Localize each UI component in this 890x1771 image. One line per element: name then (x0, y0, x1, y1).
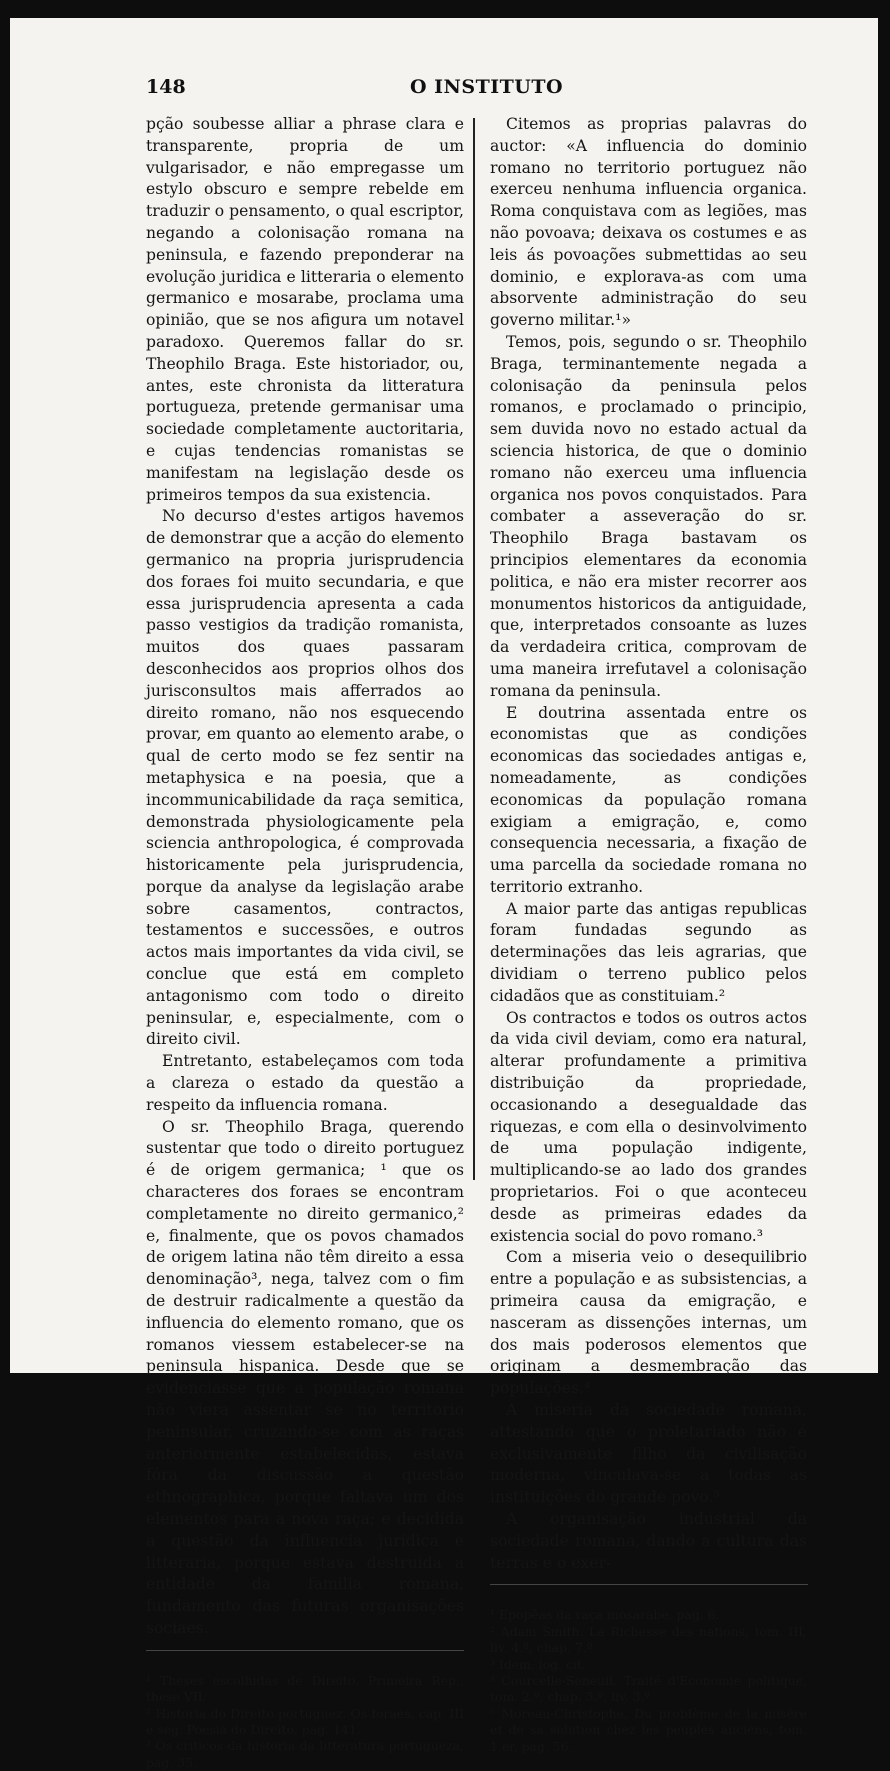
footnote: ³ Idem, log. cit. (490, 1656, 586, 1672)
paragraph: Temos, pois, segundo o sr. Theophilo Braga, terminantemente negada a colonisação da peninsula pelos romanos, e proclamado o principio, sem duvida novo no estado actual da sciencia historica, de que o dominio romano não exerceu uma influencia organica nos povos conquistados. Para combater a asseveração do sr. Theophilo Braga bastavam os principios elementares da economia politica, e não era mister recorrer aos monumentos historicos da antiguidade, que, interpretados consoante as luzes da verdadeira critica, comprovam de uma maneira irrefutavel a colonisação romana da peninsula. (490, 332, 807, 700)
running-title: O INSTITUTO (410, 76, 564, 98)
footnote: ² Adam Smith. La Richesse des nations, tom. III, liv. 4.º, chap. 7.º (490, 1623, 807, 1656)
paragraph: Entretanto, estabeleçamos com toda a clareza o estado da questão a respeito da influencia romana. (146, 1052, 464, 1114)
footnote: ² Historia do Direito portuguez. Os foraes, cap. III e seg. Poesia do Direito, pag. 141. (146, 1705, 464, 1737)
paragraph: pção soubesse alliar a phrase clara e transparente, propria de um vulgarisador, e não empregasse um estylo obscuro e sempre rebelde em traduzir o pensamento, o qual escriptor, negando a colonisação romana na peninsula, e fazendo preponderar na evolução juridica e litteraria o elemento germanico e mosarabe, proclama uma opinião, que se nos afigura um notavel paradoxo. Queremos fallar do sr. Theophilo Braga. Este historiador, ou, antes, este chronista da litteratura portugueza, pretende germanisar uma sociedade completamente auctoritaria, e cujas tendencias romanistas se manifestam na legislação desde os primeiros tempos da sua existencia. (146, 115, 464, 504)
paragraph: E doutrina assentada entre os economistas que as condições economicas das sociedades antigas e, nomeadamente, as condições economicas da população romana exigiam a emigração, e, como consequencia necessaria, a fixação de uma parcella da sociedade romana no territorio extranho. (490, 703, 807, 896)
page-header (10, 76, 878, 102)
paragraph: Com a miseria veio o desequilibrio entre a população e as subsistencias, a primeira causa da emigração, e nasceram as dissenções internas, um dos mais poderosos elementos que originam a desmembração das populações.⁴ (490, 1248, 807, 1398)
right-column (490, 114, 807, 1755)
right-footnotes (490, 1607, 807, 1755)
footnote: ⁴ Courcelle-Seneuil, Traité d'Economie politique, tom. 2.º, chap. 3.º, liv. 3.º (490, 1673, 807, 1705)
footnote: ³ Os criticos da historia da litteratura portugueza, pag. 35. (146, 1738, 464, 1770)
footnote: ¹ Epopêas da raça mosarabe, pag. 6. (490, 1607, 720, 1623)
left-footnotes (146, 1673, 464, 1771)
paragraph: Os contractos e todos os outros actos da vida civil deviam, como era natural, alterar profundamente a primitiva distribuição da propriedade, occasionando a desegualdade das riquezas, e com ella o desinvolvimento de uma população indigente, multiplicando-se ao lado dos grandes proprietarios. Foi o que aconteceu desde as primeiras edades da existencia social do povo romano.³ (490, 1008, 807, 1245)
footnote-divider (490, 1584, 808, 1585)
column-divider (473, 118, 475, 1180)
page-number: 148 (146, 76, 186, 98)
paragraph: No decurso d'estes artigos havemos de demonstrar que a acção do elemento germanico na propria jurisprudencia dos foraes foi muito secundaria, e que essa jurisprudencia apresenta a cada passo vestigios da tradição romanista, muitos dos quaes passaram desconhecidos aos proprios olhos dos jurisconsultos mais afferrados ao direito romano, não nos esquecendo provar, em quanto ao elemento arabe, o qual de certo modo se fez sentir na metaphysica e na poesia, que a incommunicabilidade da raça semitica, demonstrada physiologicamente pela sciencia anthropologica, é comprovada historicamente pela jurisprudencia, porque da analyse da legislação arabe sobre casamentos, contractos, testamentos e successões, e outros actos mais importantes da vida civil, se conclue que está em completo antagonismo com todo o direito peninsular, e, especialmente, com o direito civil. (146, 507, 464, 1049)
footnote: ⁵ Moreau-Christophe, Du problème de la misère et de sa solution chez les peuples anciens, tom. 1.er, pag. 56. (490, 1705, 807, 1754)
paragraph: Citemos as proprias palavras do auctor: «A influencia do dominio romano no territorio portuguez não exerceu nenhuma influencia organica. Roma conquistava com as legiões, mas não povoava; deixava os costumes e as leis ás povoações submettidas ao seu dominio, e explorava-as com uma absorvente administração do seu governo militar.¹» (490, 115, 807, 330)
paragraph: A maior parte das antigas republicas foram fundadas segundo as determinações das leis agrarias, que dividiam o terreno publico pelos cidadãos que as constituiam.² (490, 899, 807, 1005)
paragraph: A miseria da sociedade romana, attestando que o proletariado não é exclusivamente filho da civilisação moderna, vinculava-se a todas as instituições do grande povo.⁵ (490, 1401, 807, 1507)
paragraph: A organisação industrial da sociedade romana, dando a cultura das terras e o exer- (490, 1510, 807, 1572)
left-column (146, 114, 464, 1771)
paragraph: O sr. Theophilo Braga, querendo sustentar que todo o direito portuguez é de origem germanica; ¹ que os characteres dos foraes se encontram completamente no direito germanico,² e, finalmente, que os povos chamados de origem latina não têm direito a essa denominação³, nega, talvez com o fim de destruir radicalmente a questão da influencia do elemento romano, que os romanos viessem estabelecer-se na peninsula hispanica. Desde que se evidenciasse que a população romana não viera assentar se no territorio peninsular, cruzando-se com as raças anteriormente estabelecidas, estava fóra da discussão a questão ethnographica, porque faltava um dos elementos para a nova raça; e decidida a questão da influencia juridica e litteraria, porque estava destruida a entidade da familia romana, fundamento das futuras organisações sociaes. (146, 1117, 464, 1637)
footnote-divider (146, 1650, 464, 1651)
footnote: ¹ Theses escolhidas de Direito. Primeira Rep., these VII. (146, 1672, 464, 1705)
page (10, 18, 878, 1770)
